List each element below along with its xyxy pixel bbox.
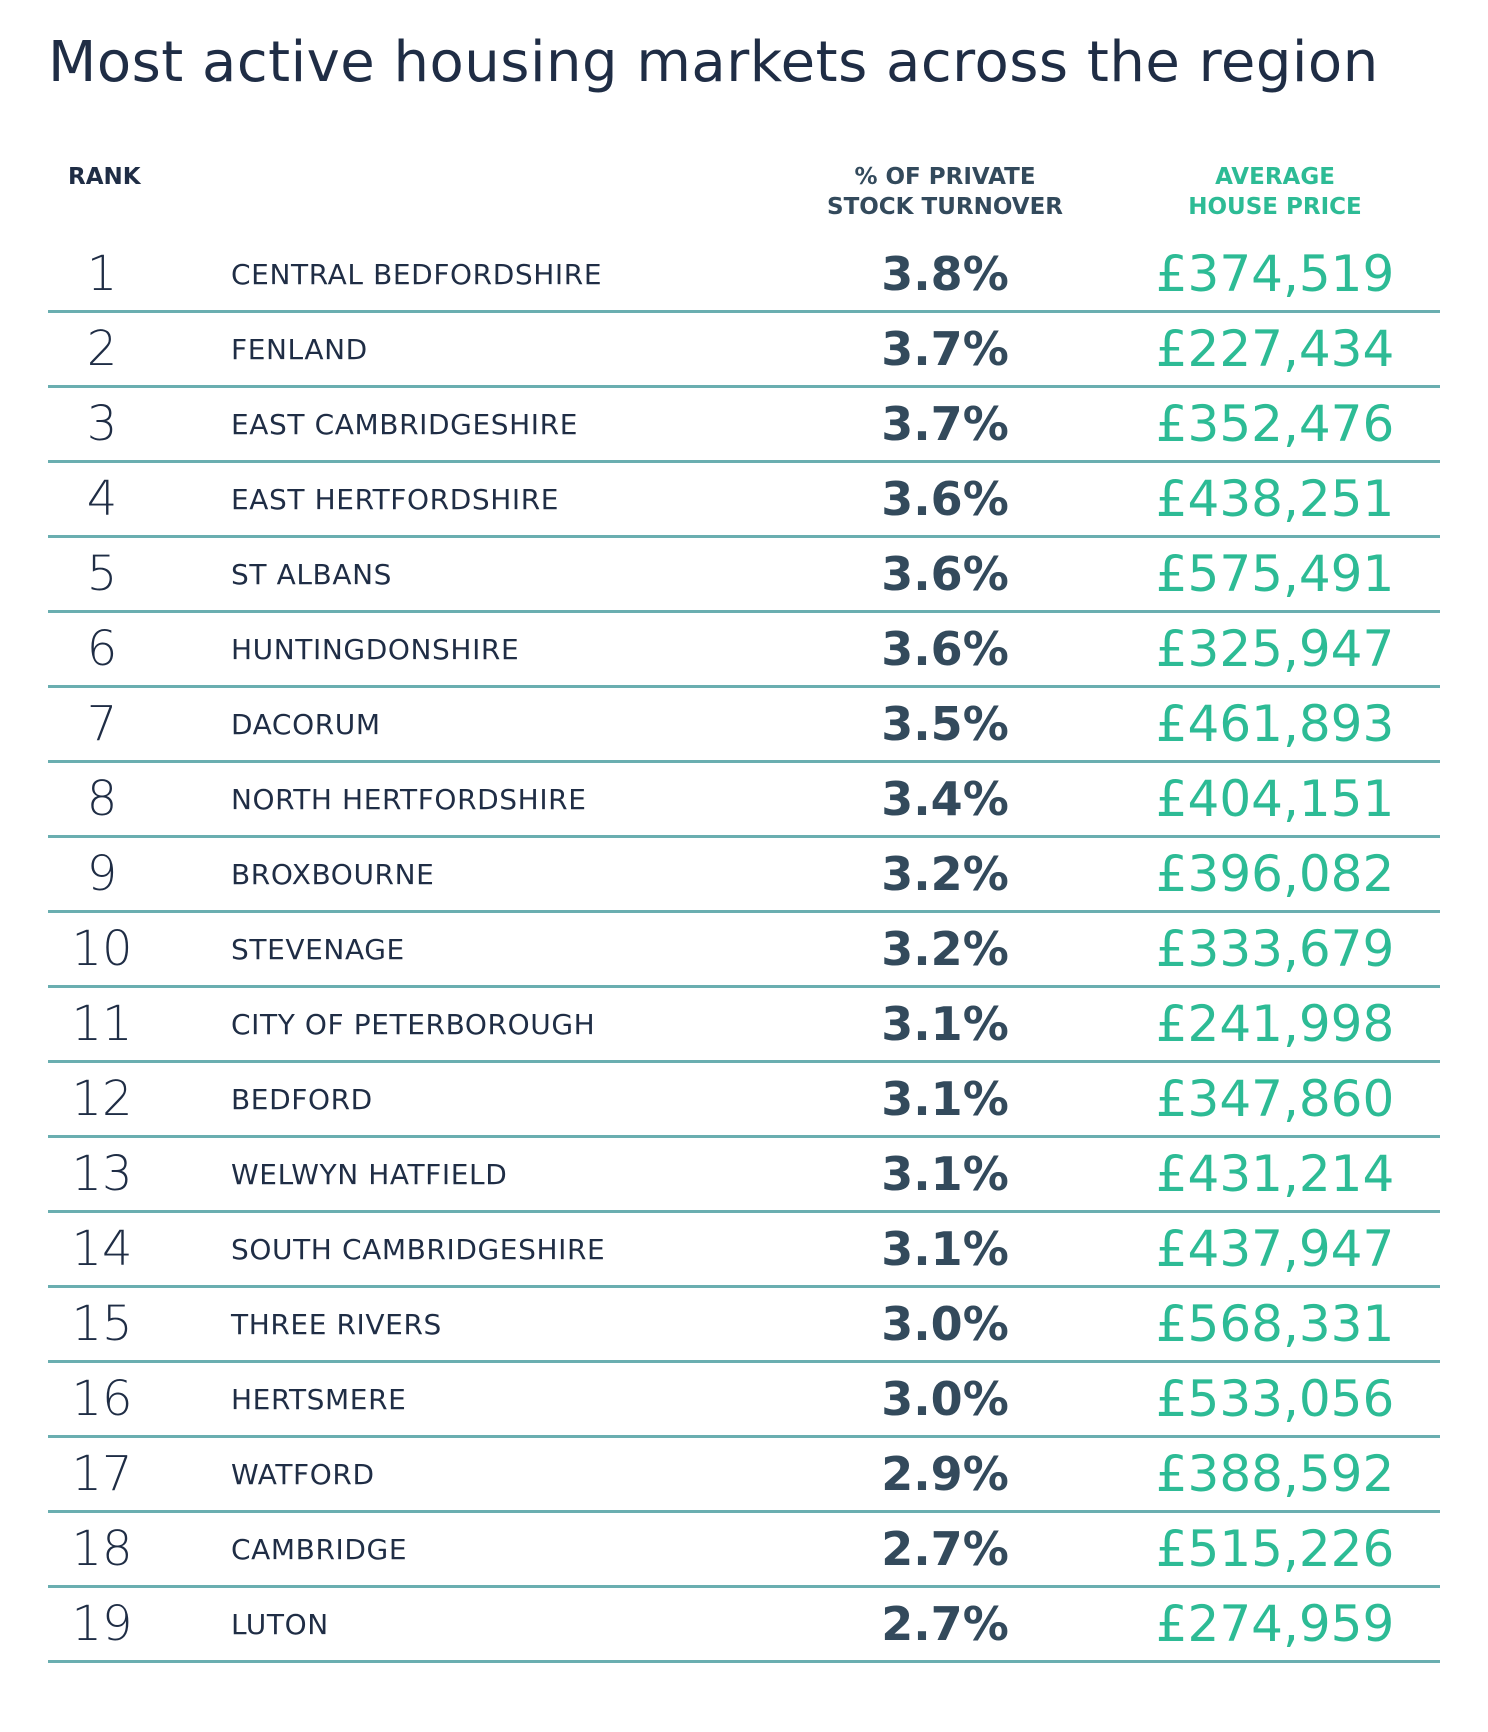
rank-cell: 13	[71, 1146, 133, 1202]
header-turnover-line2: STOCK TURNOVER	[827, 194, 1063, 220]
area-cell: SOUTH CAMBRIDGESHIRE	[231, 1232, 606, 1266]
price-cell: £431,214	[1155, 1145, 1395, 1203]
price-cell: £227,434	[1155, 320, 1395, 378]
price-cell: £241,998	[1155, 995, 1395, 1053]
table-row	[48, 388, 1440, 463]
rank-cell: 18	[71, 1521, 133, 1577]
turnover-cell: 2.7%	[881, 1597, 1009, 1651]
price-cell: £347,860	[1155, 1070, 1395, 1128]
rank-cell: 2	[86, 321, 118, 377]
turnover-cell: 3.5%	[881, 697, 1009, 751]
rank-cell: 14	[71, 1221, 133, 1277]
turnover-cell: 2.7%	[881, 1522, 1009, 1576]
turnover-cell: 3.0%	[881, 1297, 1009, 1351]
table-row	[48, 1213, 1440, 1288]
area-cell: ST ALBANS	[231, 557, 393, 591]
turnover-cell: 3.7%	[881, 322, 1009, 376]
table-row	[48, 538, 1440, 613]
turnover-cell: 3.4%	[881, 772, 1009, 826]
table-row	[48, 238, 1440, 313]
turnover-cell: 3.1%	[881, 1222, 1009, 1276]
price-cell: £461,893	[1155, 695, 1395, 753]
area-cell: HUNTINGDONSHIRE	[231, 632, 520, 666]
rank-cell: 4	[86, 471, 118, 527]
area-cell: FENLAND	[231, 332, 368, 366]
area-cell: THREE RIVERS	[231, 1307, 442, 1341]
rank-cell: 19	[71, 1596, 133, 1652]
area-cell: EAST HERTFORDSHIRE	[231, 482, 560, 516]
rank-cell: 10	[71, 921, 133, 977]
rank-cell: 15	[71, 1296, 133, 1352]
table-row	[48, 1438, 1440, 1513]
header-price-line1: AVERAGE	[1215, 164, 1335, 190]
header-turnover	[795, 162, 1095, 222]
area-cell: NORTH HERTFORDSHIRE	[231, 782, 587, 816]
area-cell: WATFORD	[231, 1457, 375, 1491]
turnover-cell: 3.2%	[881, 847, 1009, 901]
header-turnover-line1: % OF PRIVATE	[854, 164, 1036, 190]
table-row	[48, 1063, 1440, 1138]
price-cell: £438,251	[1155, 470, 1395, 528]
rank-cell: 16	[71, 1371, 133, 1427]
area-cell: CITY OF PETERBOROUGH	[231, 1007, 596, 1041]
ranking-table	[48, 238, 1440, 1663]
table-row	[48, 913, 1440, 988]
chart-title: Most active housing markets across the region	[48, 30, 1379, 95]
area-cell: CENTRAL BEDFORDSHIRE	[231, 257, 603, 291]
turnover-cell: 3.1%	[881, 997, 1009, 1051]
area-cell: STEVENAGE	[231, 932, 405, 966]
rank-cell: 11	[71, 996, 133, 1052]
table-row	[48, 313, 1440, 388]
turnover-cell: 3.6%	[881, 622, 1009, 676]
rank-cell: 17	[71, 1446, 133, 1502]
turnover-cell: 3.1%	[881, 1147, 1009, 1201]
turnover-cell: 3.0%	[881, 1372, 1009, 1426]
price-cell: £533,056	[1155, 1370, 1395, 1428]
table-row	[48, 988, 1440, 1063]
table-row	[48, 763, 1440, 838]
price-cell: £325,947	[1155, 620, 1395, 678]
rank-cell: 5	[86, 546, 118, 602]
table-row	[48, 463, 1440, 538]
area-cell: EAST CAMBRIDGESHIRE	[231, 407, 578, 441]
area-cell: HERTSMERE	[231, 1382, 407, 1416]
turnover-cell: 3.7%	[881, 397, 1009, 451]
turnover-cell: 3.1%	[881, 1072, 1009, 1126]
price-cell: £352,476	[1155, 395, 1395, 453]
header-rank: RANK	[68, 164, 141, 190]
header-price	[1125, 162, 1425, 222]
rank-cell: 1	[86, 246, 118, 302]
price-cell: £437,947	[1155, 1220, 1395, 1278]
rank-cell: 6	[86, 621, 118, 677]
area-cell: DACORUM	[231, 707, 381, 741]
price-cell: £374,519	[1155, 245, 1395, 303]
area-cell: BEDFORD	[231, 1082, 373, 1116]
area-cell: WELWYN HATFIELD	[231, 1157, 508, 1191]
table-row	[48, 1588, 1440, 1663]
table-row	[48, 1513, 1440, 1588]
rank-cell: 8	[86, 771, 118, 827]
table-row	[48, 688, 1440, 763]
price-cell: £396,082	[1155, 845, 1395, 903]
rank-cell: 3	[86, 396, 118, 452]
table-row	[48, 1138, 1440, 1213]
price-cell: £568,331	[1155, 1295, 1395, 1353]
rank-cell: 7	[86, 696, 118, 752]
area-cell: CAMBRIDGE	[231, 1532, 408, 1566]
area-cell: LUTON	[231, 1607, 329, 1641]
turnover-cell: 3.2%	[881, 922, 1009, 976]
price-cell: £575,491	[1155, 545, 1395, 603]
area-cell: BROXBOURNE	[231, 857, 435, 891]
table-row	[48, 1363, 1440, 1438]
turnover-cell: 2.9%	[881, 1447, 1009, 1501]
price-cell: £404,151	[1155, 770, 1395, 828]
rank-cell: 9	[86, 846, 118, 902]
table-row	[48, 613, 1440, 688]
turnover-cell: 3.6%	[881, 472, 1009, 526]
price-cell: £333,679	[1155, 920, 1395, 978]
price-cell: £274,959	[1155, 1595, 1395, 1653]
turnover-cell: 3.6%	[881, 547, 1009, 601]
table-row	[48, 838, 1440, 913]
price-cell: £388,592	[1155, 1445, 1395, 1503]
turnover-cell: 3.8%	[881, 247, 1009, 301]
header-price-line2: HOUSE PRICE	[1188, 194, 1362, 220]
rank-cell: 12	[71, 1071, 133, 1127]
price-cell: £515,226	[1155, 1520, 1395, 1578]
table-row	[48, 1288, 1440, 1363]
